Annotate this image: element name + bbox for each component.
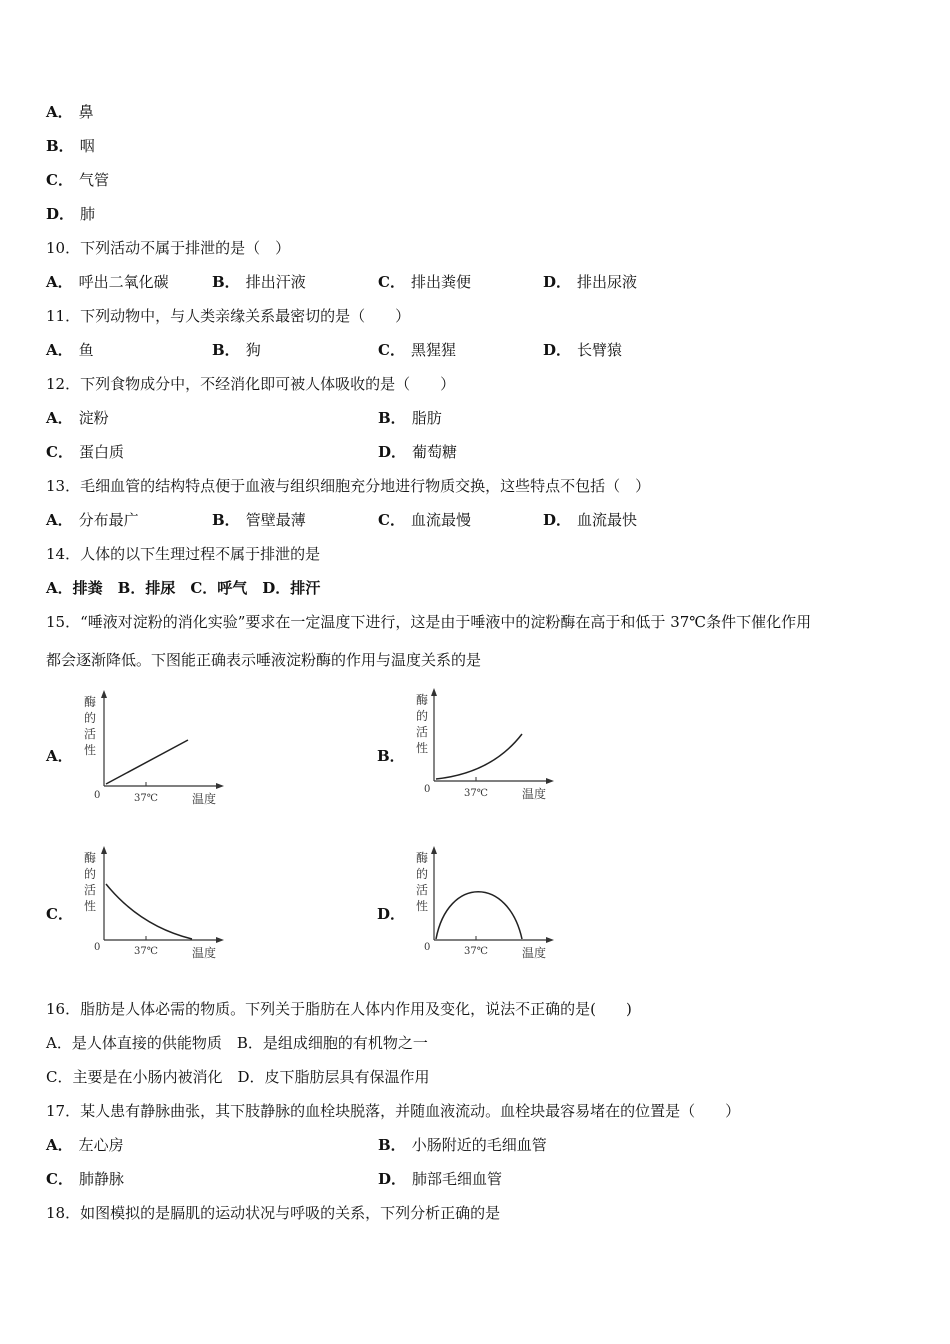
- option-label: D．: [378, 443, 407, 461]
- option-label: D．: [46, 205, 75, 223]
- origin-label: 0: [424, 942, 431, 953]
- q12-stem: 12．下列食物成分中，不经消化即可被人体吸收的是（ ）: [46, 375, 456, 393]
- q13-option-a: [46, 510, 139, 530]
- y-label-char: 酶: [84, 851, 97, 865]
- option-text: 咽: [79, 137, 95, 155]
- option-label: D．: [543, 511, 572, 529]
- option-label: C．: [378, 511, 405, 529]
- option-label: B．: [378, 409, 406, 427]
- option-label: B．: [212, 341, 240, 359]
- tick-label: 37℃: [134, 946, 158, 957]
- q17-stem: 17．某人患有静脉曲张，其下肢静脉的血栓块脱落，并随血液流动。血栓块最容易堵在的位置是（ ）: [46, 1102, 741, 1120]
- q9-option-b: [46, 136, 95, 156]
- option-label: D．: [543, 273, 572, 291]
- q17-option-b: [378, 1135, 547, 1155]
- y-label-char: 的: [84, 867, 97, 881]
- y-label-char: 的: [416, 867, 429, 881]
- q15-stem-line1: 15．“唾液对淀粉的消化实验”要求在一定温度下进行，这是由于唾液中的淀粉酶在高于和低于 37℃条件下催化作用: [46, 613, 812, 631]
- q9-option-a: [46, 102, 94, 122]
- option-label: D．: [543, 341, 572, 359]
- option-text: 葡萄糖: [412, 443, 458, 461]
- x-axis-label: 温度: [192, 792, 217, 806]
- q15-stem-line2: 都会逐渐降低。下图能正确表示唾液淀粉酶的作用与温度关系的是: [46, 651, 482, 669]
- q17-option-d: [378, 1169, 502, 1189]
- q13-stem: 13．毛细血管的结构特点便于血液与组织细胞充分地进行物质交换，这些特点不包括（ ）: [46, 477, 651, 495]
- option-label: B．: [46, 137, 74, 155]
- q9-option-d: [46, 204, 95, 224]
- option-label: D．: [378, 1170, 407, 1188]
- x-axis-arrow: [546, 778, 554, 784]
- q13-option-c: [378, 510, 471, 530]
- y-label-char: 酶: [416, 693, 429, 707]
- option-label: C．: [46, 171, 73, 189]
- chart-b: [412, 688, 572, 808]
- q10-option-b: [212, 272, 306, 292]
- q11-option-b: [212, 340, 261, 360]
- x-axis-label: 温度: [522, 946, 547, 960]
- q18-stem: 18．如图模拟的是膈肌的运动状况与呼吸的关系，下列分析正确的是: [46, 1204, 501, 1222]
- origin-label: 0: [94, 790, 101, 801]
- y-axis-arrow: [431, 846, 437, 854]
- option-text: 黑猩猩: [410, 341, 456, 359]
- x-axis-arrow: [546, 937, 554, 943]
- chart-c-label: C．: [46, 905, 73, 923]
- y-label-char: 性: [416, 899, 429, 913]
- chart-d: [412, 846, 572, 966]
- option-text: 淀粉: [78, 409, 109, 427]
- q11-option-c: [378, 340, 456, 360]
- q16-options-line2: C．主要是在小肠内被消化 D．皮下脂肪层具有保温作用: [46, 1068, 430, 1086]
- origin-label: 0: [94, 942, 101, 953]
- option-label: A．: [46, 103, 73, 121]
- option-text: 鼻: [78, 103, 94, 121]
- option-text: 狗: [245, 341, 261, 359]
- q12-option-a: [46, 408, 109, 428]
- q13-option-d: [543, 510, 637, 530]
- q12-option-d: [378, 442, 457, 462]
- y-axis-label: [84, 850, 96, 913]
- option-text: 小肠附近的毛细血管: [411, 1136, 547, 1154]
- y-axis-arrow: [101, 846, 107, 854]
- chart-b-label: B．: [377, 747, 405, 765]
- origin-label: 0: [424, 784, 431, 795]
- q9-option-c: [46, 170, 109, 190]
- q17-option-c: [46, 1169, 124, 1189]
- option-text: 左心房: [78, 1136, 124, 1154]
- option-label: C．: [46, 1170, 73, 1188]
- q17-option-a: [46, 1135, 124, 1155]
- q10-stem: 10．下列活动不属于排泄的是（ ）: [46, 239, 291, 257]
- option-label: A．: [46, 1136, 73, 1154]
- q16-options-line1: A．是人体直接的供能物质 B．是组成细胞的有机物之一: [46, 1034, 428, 1052]
- option-text: 血流最慢: [410, 511, 471, 529]
- option-label: C．: [46, 443, 73, 461]
- option-label: B．: [378, 1136, 406, 1154]
- chart-d-label: D．: [377, 905, 406, 923]
- option-text: 气管: [78, 171, 109, 189]
- y-label-char: 活: [84, 883, 97, 897]
- q11-option-a: [46, 340, 94, 360]
- option-label: C．: [378, 273, 405, 291]
- tick-label: 37℃: [134, 793, 158, 804]
- q10-option-a: [46, 272, 169, 292]
- option-text: 鱼: [78, 341, 94, 359]
- option-text: 脂肪: [411, 409, 442, 427]
- option-text: 排出粪便: [410, 273, 471, 291]
- q12-option-b: [378, 408, 442, 428]
- option-text: 长臂猿: [577, 341, 623, 359]
- chart-a: [80, 690, 240, 810]
- option-text: 蛋白质: [78, 443, 124, 461]
- option-label: A．: [46, 409, 73, 427]
- curve-a: [106, 740, 188, 784]
- x-axis-label: 温度: [192, 946, 217, 960]
- q14-stem: 14．人体的以下生理过程不属于排泄的是: [46, 545, 321, 563]
- option-label: A．: [46, 341, 73, 359]
- option-label: A．: [46, 511, 73, 529]
- q11-stem: 11．下列动物中，与人类亲缘关系最密切的是（ ）: [46, 307, 411, 325]
- option-text: 肺部毛细血管: [412, 1170, 503, 1188]
- y-axis-label: [84, 694, 96, 757]
- option-label: C．: [378, 341, 405, 359]
- y-label-char: 活: [416, 883, 429, 897]
- tick-label: 37℃: [464, 946, 488, 957]
- q13-option-b: [212, 510, 306, 530]
- y-axis-arrow: [431, 688, 437, 696]
- option-text: 血流最快: [577, 511, 638, 529]
- option-label: A．: [46, 273, 73, 291]
- y-axis-label: [416, 850, 428, 913]
- x-axis-label: 温度: [522, 787, 547, 801]
- option-text: 排出尿液: [577, 273, 638, 291]
- option-label: B．: [212, 273, 240, 291]
- x-axis-arrow: [216, 937, 224, 943]
- option-label: B．: [212, 511, 240, 529]
- y-label-char: 的: [84, 711, 97, 725]
- option-text: 分布最广: [78, 511, 139, 529]
- curve-c: [106, 884, 192, 939]
- option-text: 管壁最薄: [245, 511, 306, 529]
- y-axis-arrow: [101, 690, 107, 698]
- curve-b: [436, 734, 522, 779]
- y-label-char: 酶: [84, 695, 97, 709]
- x-axis-arrow: [216, 783, 224, 789]
- q14-options: A．排粪 B．排尿 C．呼气 D．排汗: [46, 579, 321, 597]
- q12-option-c: [46, 442, 124, 462]
- chart-c: [80, 846, 240, 966]
- y-label-char: 的: [416, 709, 429, 723]
- option-text: 肺静脉: [78, 1170, 124, 1188]
- option-text: 肺: [80, 205, 96, 223]
- q16-stem: 16．脂肪是人体必需的物质。下列关于脂肪在人体内作用及变化，说法不正确的是( ): [46, 1000, 632, 1018]
- y-label-char: 性: [416, 741, 429, 755]
- y-label-char: 性: [84, 743, 97, 757]
- y-label-char: 活: [416, 725, 429, 739]
- q10-option-d: [543, 272, 637, 292]
- chart-a-label: A．: [46, 747, 73, 765]
- option-text: 呼出二氧化碳: [78, 273, 169, 291]
- y-label-char: 活: [84, 727, 97, 741]
- q10-option-c: [378, 272, 471, 292]
- y-label-char: 性: [84, 899, 97, 913]
- y-axis-label: [416, 692, 428, 755]
- y-label-char: 酶: [416, 851, 429, 865]
- tick-label: 37℃: [464, 788, 488, 799]
- curve-d: [436, 892, 522, 939]
- q11-option-d: [543, 340, 622, 360]
- option-text: 排出汗液: [245, 273, 306, 291]
